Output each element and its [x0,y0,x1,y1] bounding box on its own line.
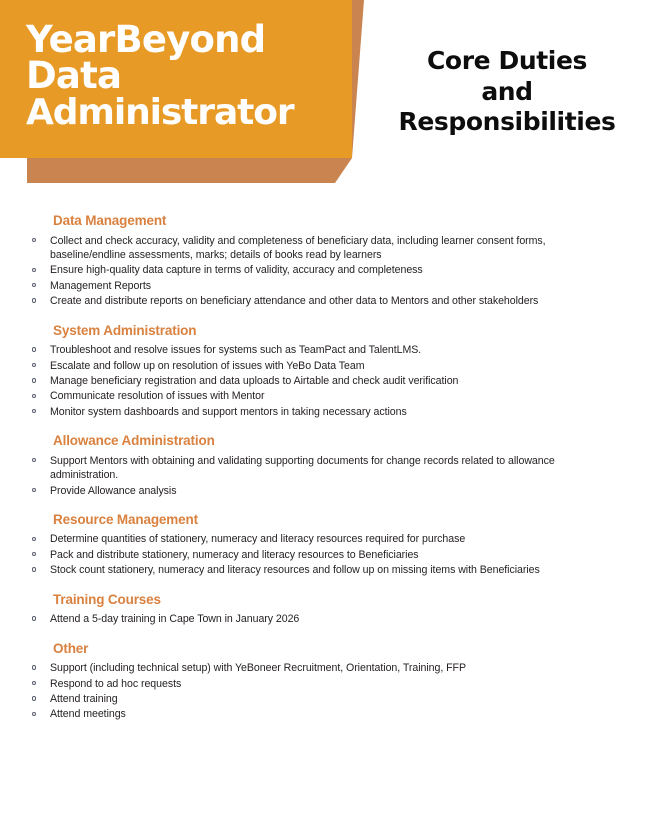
section-heading: Resource Management [53,511,198,527]
list-item-text: Management Reports [50,279,151,292]
duty-section [22,322,637,420]
duty-section [22,591,637,627]
list-item-text: Support Mentors with obtaining and validating supporting documents for change records related to allowance administration. [50,454,555,482]
duties-content [0,212,659,723]
list-item [31,294,607,308]
hollow-circle-bullet-icon [32,283,36,287]
list-item-text: Attend training [50,693,118,705]
section-heading: Allowance Administration [53,433,215,449]
hollow-circle-bullet-icon [32,616,36,620]
section-heading: System Administration [53,322,197,338]
title-line-2: Data [26,54,122,98]
list-item-text: Support (including technical setup) with YeBoneer Recruitment, Orientation, Training, FFP [50,662,466,675]
hollow-circle-bullet-icon [32,298,36,302]
list-item-text: Provide Allowance analysis [50,484,177,497]
list-item-text: Communicate resolution of issues with Mentor [50,390,265,403]
hollow-circle-bullet-icon [32,268,36,272]
duty-list [22,454,637,498]
duty-list [22,612,637,626]
hollow-circle-bullet-icon [32,552,36,556]
list-item-text: Pack and distribute stationery, numeracy and literacy resources to Beneficiaries [50,548,419,561]
list-item [31,707,607,721]
list-item [31,661,607,675]
list-item [31,563,607,577]
hollow-circle-bullet-icon [32,458,36,462]
hollow-circle-bullet-icon [32,712,36,716]
list-item [31,454,607,483]
hollow-circle-bullet-icon [32,378,36,382]
subtitle-line-2: and [481,76,533,106]
list-item [31,692,607,706]
list-item-text: Stock count stationery, numeracy and literacy resources and follow up on missing items with Beneficiaries [50,564,540,577]
list-item-text: Manage beneficiary registration and data uploads to Airtable and check audit verification [50,374,459,387]
duty-list [22,234,637,309]
subtitle-line-3: Responsibilities [398,107,616,136]
list-item [31,279,607,293]
hollow-circle-bullet-icon [32,347,36,351]
list-item [31,484,607,498]
list-item-text: Monitor system dashboards and support mentors in taking necessary actions [50,405,407,418]
hollow-circle-bullet-icon [32,409,36,413]
header-shadow-wedge [27,158,352,183]
duty-list [22,532,637,577]
list-item-text: Create and distribute reports on beneficiary attendance and other data to Mentors and other stakeholders [50,295,539,308]
list-item-text: Attend a 5-day training in Cape Town in January 2026 [50,613,300,626]
section-heading: Training Courses [53,591,161,607]
title-line-1: YearBeyond [26,18,266,61]
list-item-text: Collect and check accuracy, validity and completeness of beneficiary data, including learner consent forms, baseline/endline assessments, marks; details of books read by learners [50,234,546,261]
list-item [31,548,607,562]
list-item [31,374,607,388]
list-item-text: Attend meetings [50,708,126,721]
list-item [31,405,607,419]
title-line-3: Administrator [26,91,294,133]
duty-list [22,343,637,419]
duty-section [22,212,637,309]
hollow-circle-bullet-icon [32,363,36,367]
duty-section [22,640,637,722]
list-item-text: Escalate and follow up on resolution of issues with YeBo Data Team [50,359,365,372]
list-item [31,263,607,277]
hollow-circle-bullet-icon [32,488,36,492]
hollow-circle-bullet-icon [32,696,36,700]
list-item-text: Respond to ad hoc requests [50,677,182,690]
hollow-circle-bullet-icon [32,394,36,398]
hollow-circle-bullet-icon [32,665,36,669]
list-item [31,359,607,373]
document-subtitle [362,46,652,138]
list-item-text: Ensure high-quality data capture in terms of validity, accuracy and completeness [50,264,423,277]
duty-list [22,661,637,722]
list-item-text: Troubleshoot and resolve issues for systems such as TeamPact and TalentLMS. [50,344,422,357]
duty-section [22,511,637,578]
list-item [31,677,607,691]
company-role-title [26,18,356,133]
list-item [31,343,607,357]
list-item [31,532,607,546]
duty-section [22,432,637,498]
list-item [31,389,607,403]
list-item-text: Determine quantities of stationery, numeracy and literacy resources required for purchase [50,533,466,546]
hollow-circle-bullet-icon [32,537,36,541]
list-item [31,612,607,626]
list-item [31,234,607,263]
hollow-circle-bullet-icon [32,681,36,685]
section-heading: Other [53,640,89,656]
section-heading: Data Management [53,213,167,228]
hollow-circle-bullet-icon [32,238,36,242]
page-header [0,0,659,212]
hollow-circle-bullet-icon [32,567,36,571]
subtitle-line-1: Core Duties [426,46,588,75]
